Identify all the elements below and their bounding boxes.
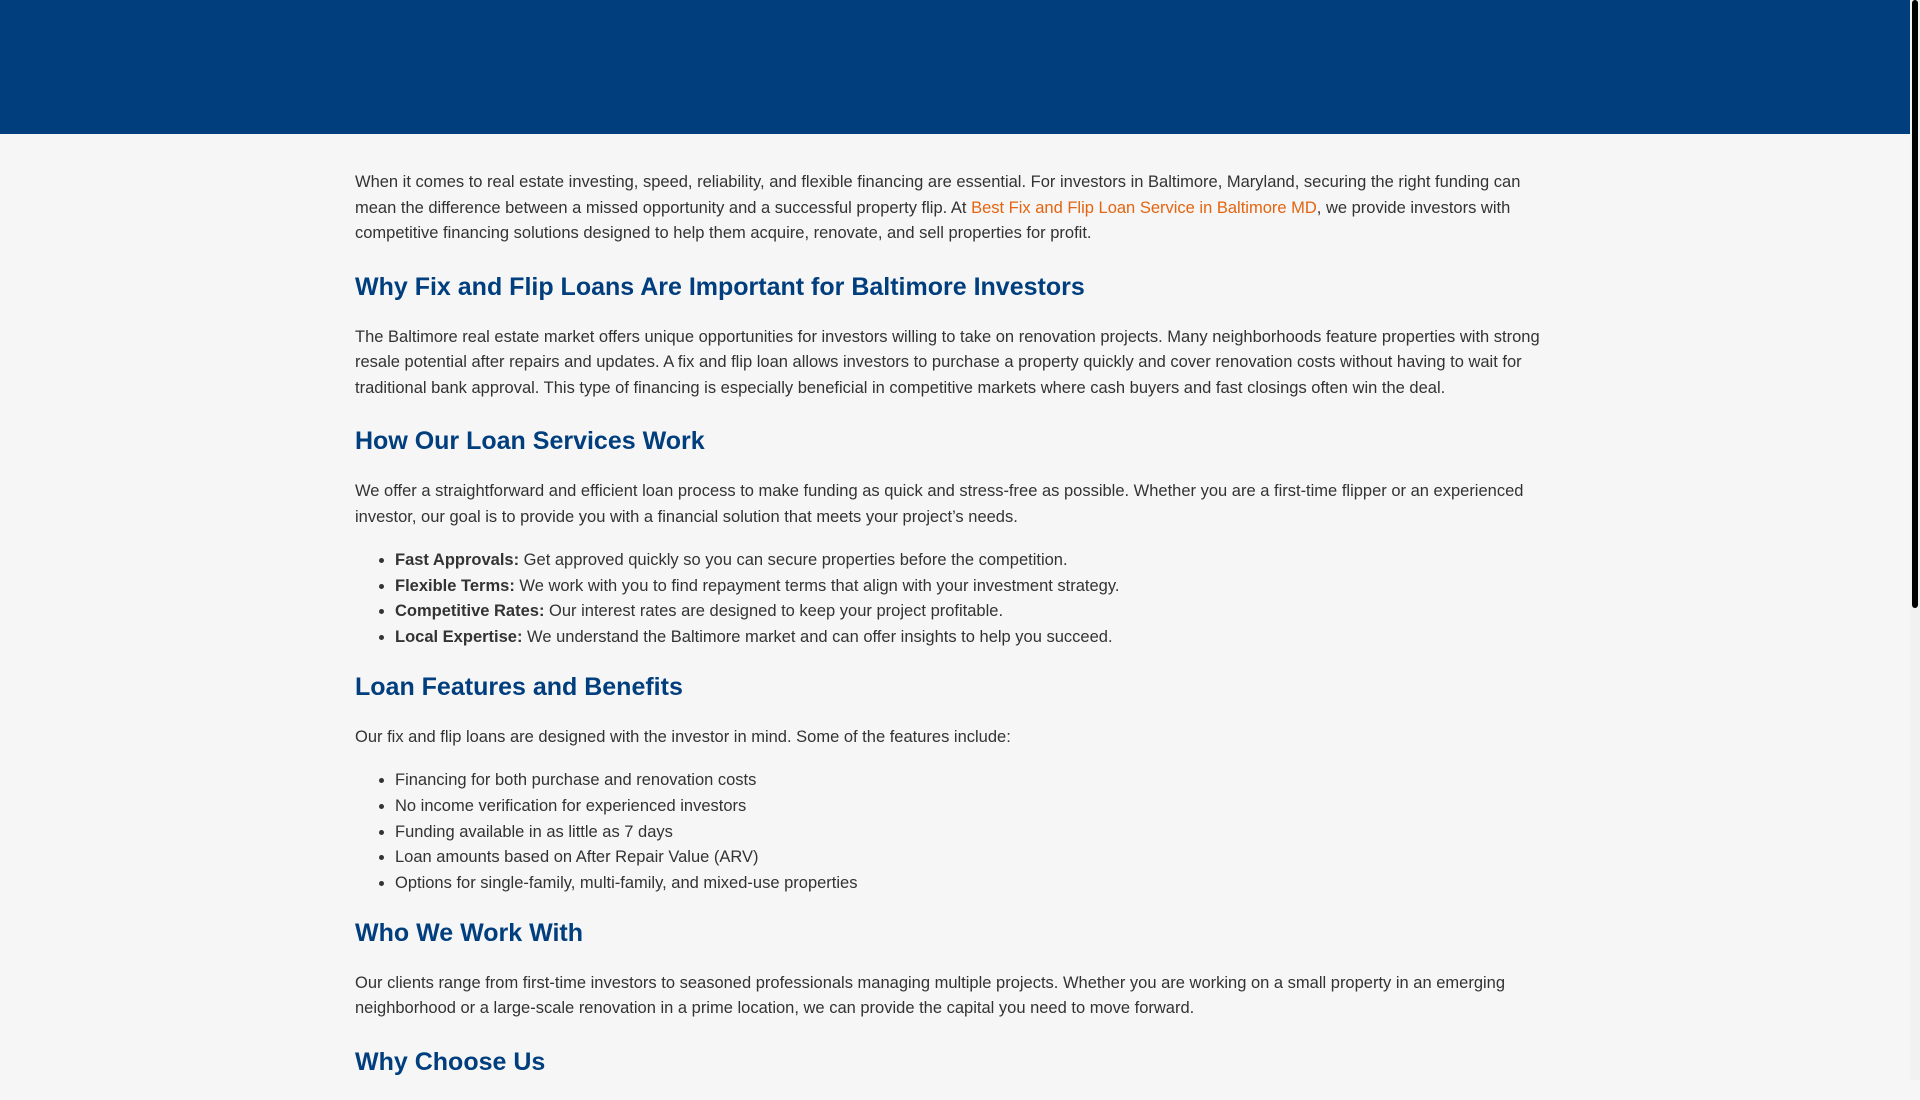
service-link[interactable]: Best Fix and Flip Loan Service in Baltimore MD bbox=[971, 198, 1317, 217]
list-item bbox=[395, 574, 1555, 600]
list-item-text: We understand the Baltimore market and can offer insights to help you succeed. bbox=[522, 628, 1113, 647]
list-item: • Financing for both purchase and renovation costs bbox=[395, 768, 1555, 794]
scrollbar-thumb[interactable] bbox=[1912, 0, 1918, 608]
heading-loan-features: Loan Features and Benefits bbox=[355, 672, 683, 701]
paragraph-how-it-works: We offer a straightforward and efficient loan process to make funding as quick and stress-free as possible. Whether you are a first-time flipper or an experienced investor, our goal is to provide you with a financial solution that meets your project’s needs. bbox=[355, 482, 1524, 526]
loan-features-list bbox=[355, 768, 1555, 897]
list-item: • Funding available in as little as 7 days bbox=[395, 820, 1555, 846]
heading-why-fix-flip: Why Fix and Flip Loans Are Important for Baltimore Investors bbox=[355, 272, 1085, 301]
intro-text-start: When it comes to real estate investing, speed, reliability, and flexible financing are essential. For investors in Baltimore, Maryland, securing the right funding can mean the difference between a missed opportunity and a successful property flip. At bbox=[355, 173, 1521, 217]
list-item bbox=[395, 599, 1555, 625]
list-item bbox=[395, 625, 1555, 651]
intro-text-end: , we provide investors with competitive financing solutions designed to help them acquire, renovate, and sell properties for profit. bbox=[355, 198, 1511, 242]
list-item: • Loan amounts based on After Repair Value (ARV) bbox=[395, 845, 1555, 871]
list-item-text: Our interest rates are designed to keep your project profitable. bbox=[544, 602, 1004, 621]
article-content bbox=[355, 170, 1555, 1100]
list-item-term: Local Expertise: bbox=[395, 628, 523, 647]
list-item-text: We work with you to find repayment terms that align with your investment strategy. bbox=[514, 576, 1120, 595]
paragraph-loan-features: Our fix and flip loans are designed with the investor in mind. Some of the features include: bbox=[355, 727, 1011, 746]
list-item: • Options for single-family, multi-family, and mixed-use properties bbox=[395, 871, 1555, 897]
list-item-term: Fast Approvals: bbox=[395, 551, 520, 569]
heading-why-choose-us: Why Choose Us bbox=[355, 1047, 546, 1076]
site-header bbox=[0, 0, 1910, 134]
heading-how-it-works: How Our Loan Services Work bbox=[355, 427, 705, 455]
list-item: • No income verification for experienced investors bbox=[395, 794, 1555, 820]
loan-process-list bbox=[355, 548, 1555, 651]
list-item-term: Flexible Terms: bbox=[395, 576, 515, 595]
paragraph-why-fix-flip: The Baltimore real estate market offers unique opportunities for investors willing to take on renovation projects. Many neighborhoods feature properties with strong resale potential after repairs and updates. A fix and flip loan allows investors to purchase a property quickly and cover renovation costs without having to wait for traditional bank approval. This type of financing is especially beneficial in competitive markets where cash buyers and fast closings often win the deal. bbox=[355, 327, 1540, 397]
page-scrollbar[interactable] bbox=[1910, 0, 1920, 1080]
list-item bbox=[395, 548, 1555, 574]
paragraph-who-we-work-with: Our clients range from first-time investors to seasoned professionals managing multiple projects. Whether you are working on a small property in an emerging neighborhood or a large-scale renovation in a prime location, we can provide the capital you need to move forward. bbox=[355, 973, 1506, 1018]
list-item-term: Competitive Rates: bbox=[395, 602, 545, 621]
heading-who-we-work-with: Who We Work With bbox=[355, 918, 583, 947]
intro-paragraph bbox=[355, 170, 1555, 247]
list-item-text: Get approved quickly so you can secure properties before the competition. bbox=[519, 551, 1068, 569]
